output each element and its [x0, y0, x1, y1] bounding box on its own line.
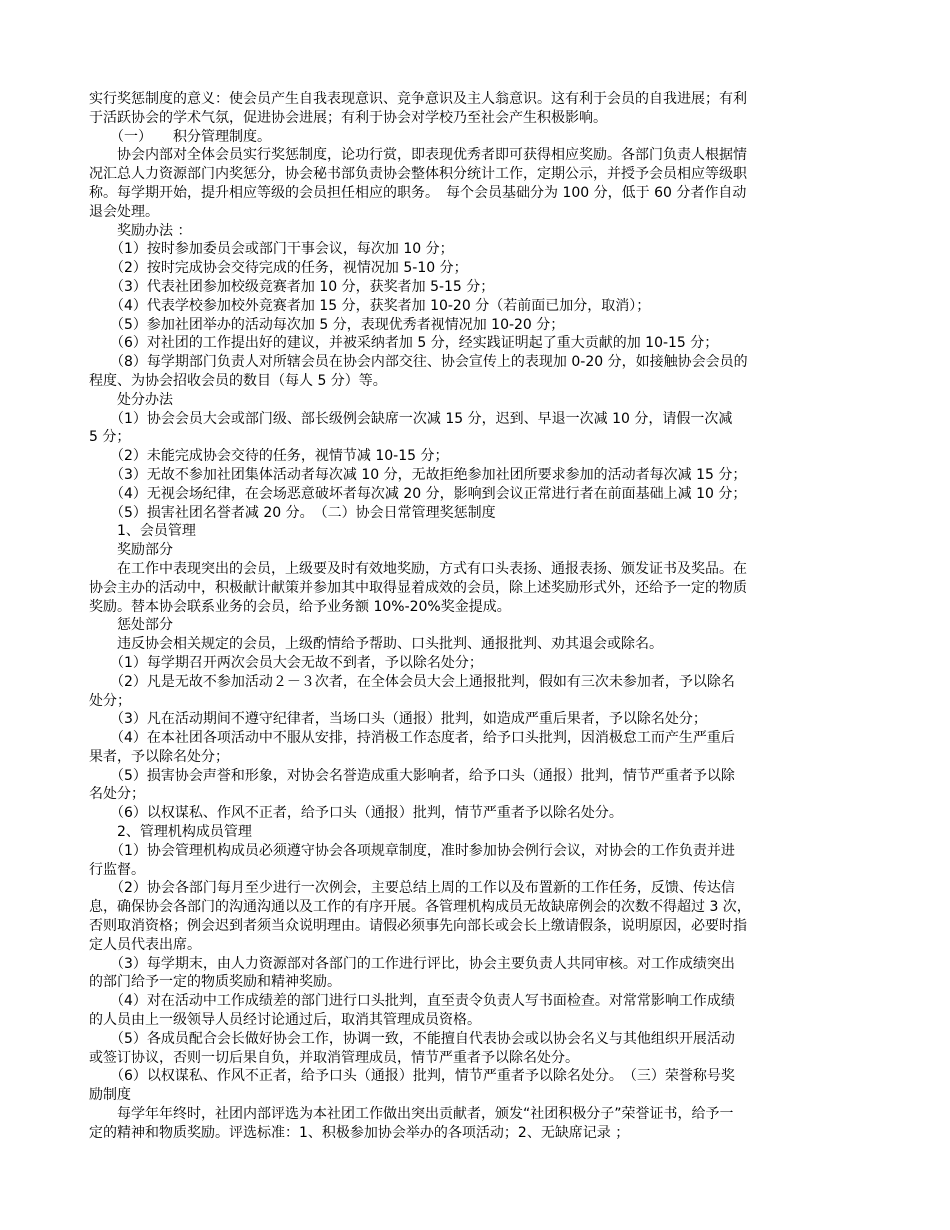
text-line: （5）损害社团名誉者减 20 分。 （二）协会日常管理奖惩制度: [89, 504, 496, 521]
text-line: 否则取消资格；例会迟到者须当众说明理由。请假必须事先向部长或会长上缴请假条，说明原因，必要时指: [89, 918, 747, 935]
text-line: 奖励部分: [89, 542, 173, 559]
text-line: 实行奖惩制度的意义：使会员产生自我表现意识、竞争意识及主人翁意识。这有利于会员的自我进展；有利: [89, 91, 747, 107]
text-line: 协会主办的活动中，积极献计献策并参加其中取得显着成效的会员，除上述奖励形式外，还给予一定的物质: [89, 579, 747, 596]
text-line: 于活跃协会的学术气氛，促进协会进展；有利于协会对学校乃至社会产生积极影响。: [89, 109, 607, 126]
text-line: 的人员由上一级领导人员经讨论通过后，取消其管理成员资格。: [89, 1012, 481, 1029]
text-line: （1）按时参加委员会或部门干事会议，每次加 10 分；: [89, 241, 454, 258]
text-line: （4）对在活动中工作成绩差的部门进行口头批判，直至责令负责人写书面检查。对常常影响工作成绩: [89, 993, 735, 1010]
text-line: （3）每学期末，由人力资源部对各部门的工作进行评比，协会主要负责人共同审核。对工作成绩突出: [89, 955, 735, 972]
text-line: 5 分；: [89, 429, 131, 446]
text-line: （5）各成员配合会长做好协会工作，协调一致，不能擅自代表协会或以协会名义与其他组织开展活动: [89, 1030, 735, 1047]
text-line: （4）无视会场纪律，在会场恶意破坏者每次减 20 分，影响到会议正常进行者在前面基础上减 10 分；: [89, 485, 747, 502]
text-line: 励制度: [89, 1087, 131, 1104]
text-line: 程度、为协会招收会员的数目（每人 5 分）等。: [89, 372, 387, 389]
text-line: 行监督。: [89, 861, 145, 878]
text-line: （3）凡在活动期间不遵守纪律者，当场口头（通报）批判，如造成严重后果者，予以除名处分；: [89, 711, 707, 728]
text-line: （3）无故不参加社团集体活动者每次减 10 分，无故拒绝参加社团所要求参加的活动者每次减 15 分；: [89, 466, 747, 483]
text-line: 惩处部分: [89, 617, 173, 634]
text-line: 2、管理机构成员管理: [89, 824, 252, 841]
text-line: （1）每学期召开两次会员大会无故不到者，予以除名处分；: [89, 654, 483, 671]
text-line: 定人员代表出席。: [89, 936, 201, 953]
text-line: （6）以权谋私、作风不正者，给予口头（通报）批判，情节严重者予以除名处分。: [89, 805, 623, 822]
text-line: （6）对社团的工作提出好的建议，并被采纳者加 5 分，经实践证明起了重大贡献的加 10-15 分；: [89, 335, 719, 352]
text-line: （4）在本社团各项活动中不服从安排，持消极工作态度者，给予口头批判，因消极怠工而产生严重后: [89, 730, 735, 747]
text-line: 息，确保协会各部门的沟通沟通以及工作的有序开展。各管理机构成员无故缺席例会的次数不得超过 3 次，: [89, 899, 751, 916]
text-line: 名处分；: [89, 786, 145, 803]
text-line: （2）凡是无故不参加活动２－３次者，在全体会员大会上通报批判，假如有三次未参加者，予以除名: [89, 673, 735, 690]
text-line: 果者，予以除名处分；: [89, 748, 229, 765]
text-line: （5）参加社团举办的活动每次加 5 分，表现优秀者视情况加 10-20 分；: [89, 316, 565, 333]
text-line: （3）代表社团参加校级竞赛者加 10 分，获奖者加 5-15 分；: [89, 278, 495, 295]
text-line: 称。每学期开始，提升相应等级的会员担任相应的职务。 每个会员基础分为 100 分，低于 60 分者作自动: [89, 184, 747, 201]
text-line: （一） 积分管理制度。: [89, 128, 271, 145]
text-line: （4）代表学校参加校外竞赛者加 15 分，获奖者加 10-20 分（若前面已加分，取消）；: [89, 297, 651, 314]
text-line: 处分办法: [89, 391, 173, 408]
text-line: （2）按时完成协会交待完成的任务，视情况加 5-10 分；: [89, 260, 468, 277]
text-line: （1）协会会员大会或部门级、部长级例会缺席一次减 15 分，迟到、早退一次减 10 分，请假一次减: [89, 410, 733, 427]
text-line: （1）协会管理机构成员必须遵守协会各项规章制度，准时参加协会例行会议，对协会的工作负责并进: [89, 842, 735, 859]
text-line: 退会处理。: [89, 203, 159, 220]
text-line: 违反协会相关规定的会员，上级酌情给予帮助、口头批判、通报批判、劝其退会或除名。: [89, 636, 663, 653]
text-line: 况汇总人力资源部门内奖惩分，协会秘书部负责协会整体积分统计工作，定期公示，并授予会员相应等级职: [89, 166, 747, 183]
text-line: 协会内部对全体会员实行奖惩制度，论功行赏，即表现优秀者即可获得相应奖励。各部门负责人根据情: [89, 147, 747, 164]
text-line: 在工作中表现突出的会员，上级要及时有效地奖励，方式有口头表扬、通报表扬、颁发证书及奖品。在: [89, 560, 747, 577]
text-line: 每学年年终时，社团内部评选为本社团工作做出突出贡献者，颁发“社团积极分子”荣誉证书，给予一: [89, 1106, 734, 1123]
text-line: （2）未能完成协会交待的任务，视情节减 10-15 分；: [89, 448, 449, 465]
text-line: （2）协会各部门每月至少进行一次例会，主要总结上周的工作以及布置新的工作任务，反馈、传达信: [89, 880, 735, 897]
text-line: 处分；: [89, 692, 131, 709]
text-line: 1、会员管理: [89, 523, 196, 540]
text-line: （5）损害协会声誉和形象，对协会名誉造成重大影响者，给予口头（通报）批判，情节严重者予以除: [89, 767, 735, 784]
text-line: （8）每学期部门负责人对所辖会员在协会内部交往、协会宣传上的表现加 0-20 分，如接触协会会员的: [89, 354, 748, 371]
text-line: 的部门给予一定的物质奖励和精神奖励。: [89, 974, 341, 991]
text-line: 定的精神和物质奖励。评选标准：1、积极参加协会举办的各项活动；2、无缺席记录 ；: [89, 1124, 630, 1141]
document-body: [89, 90, 861, 1143]
text-line: （6）以权谋私、作风不正者，给予口头（通报）批判，情节严重者予以除名处分。 （三）荣誉称号奖: [89, 1068, 735, 1085]
text-line: 奖励。替本协会联系业务的会员，给予业务额 10%-20%奖金提成。: [89, 598, 511, 615]
text-line: 奖励办法 ：: [89, 222, 192, 239]
text-line: 或签订协议，否则一切后果自负，并取消管理成员，情节严重者予以除名处分。: [89, 1049, 579, 1066]
